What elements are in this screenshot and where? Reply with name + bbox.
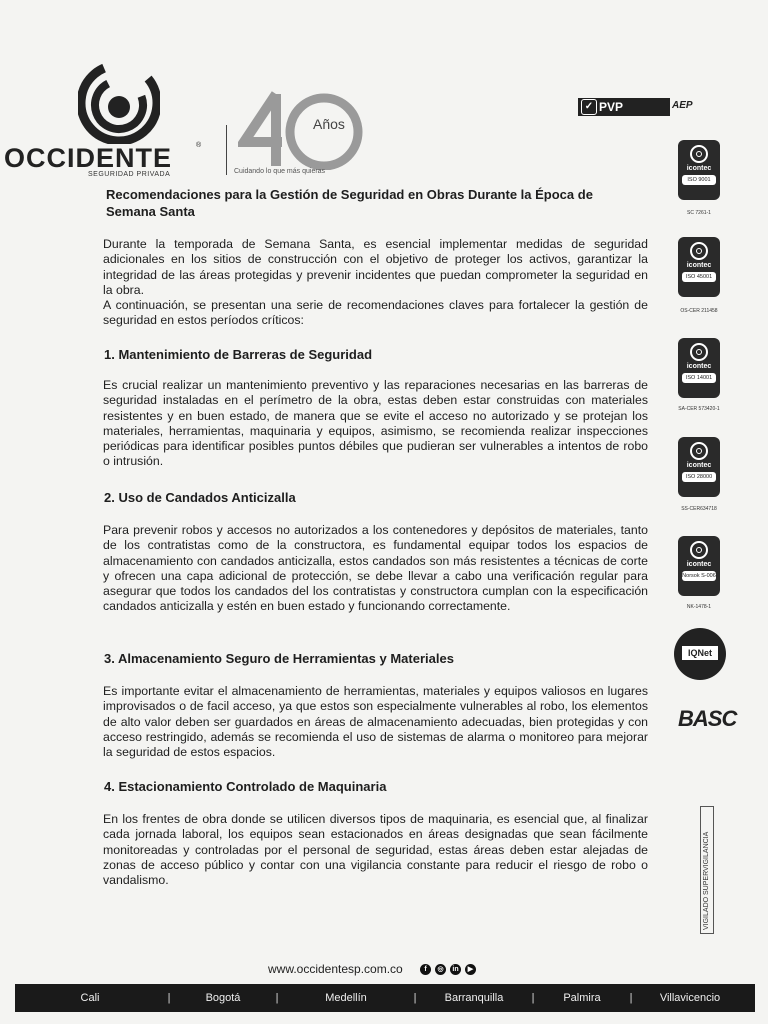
icontec-icon [690, 145, 708, 163]
footer-separator: | [629, 992, 633, 1004]
registered-mark: ® [196, 142, 202, 149]
vigilado-label: VIGILADO SUPERVIGILANCIA [700, 806, 714, 934]
facebook-icon[interactable]: f [420, 964, 431, 975]
pvp-label: PVP [599, 100, 624, 114]
cert-code: ISO 45001 [682, 272, 716, 282]
cert-label: SS-CER634718 [681, 506, 717, 512]
icontec-icon [690, 541, 708, 559]
section-body: Es importante evitar el almacenamiento de herramientas, materiales y equipos valiosos en lugares improvisados o de facil acceso, ya que estos son especialmente vulnerables al robo, los elementos de alto valor deben ser guardados en áreas de almacenamiento adecuadas, bien protegidas y con acceso restringido, además se recomienda el uso de sistemas de alarma o monitoreo para mejorar la seguridad de estos espacios. [103, 684, 648, 760]
footer-city: Medellín [325, 992, 367, 1004]
cert-label: OS-CER 211458 [680, 308, 718, 314]
cert-code: ISO 14001 [682, 373, 716, 383]
section-heading: 2. Uso de Candados Anticizalla [104, 490, 296, 505]
linkedin-icon[interactable]: in [450, 964, 461, 975]
section-body: En los frentes de obra donde se utilicen diversos tipos de maquinaria, es esencial que, al finalizar cada jornada laboral, los equipos sean estacionados en áreas designadas que sean fácilmente monitoreadas y controladas por el personal de seguridad, estas áreas deben estar alejadas de zonas de acceso público y contar con una vigilancia constante para reducir el riesgo de robo o vandalismo. [103, 812, 648, 888]
icontec-icon [690, 242, 708, 260]
cert-label: SA-CER 573420-1 [678, 406, 720, 412]
brand-name: OCCIDENTE [4, 143, 173, 173]
footer-separator: | [413, 992, 417, 1004]
cert-code: Norsok S-006 [682, 573, 716, 579]
cert-label: NK-1478-1 [686, 604, 712, 610]
check-icon: ✓ [581, 99, 597, 115]
footer-separator: | [275, 992, 279, 1004]
icontec-badge: icontec ISO 45001 [678, 237, 720, 297]
footer-city: Cali [80, 992, 100, 1004]
footer-city: Bogotá [205, 992, 241, 1004]
aep-logo: AEP [672, 100, 693, 111]
cert-code: ISO 28000 [682, 472, 716, 482]
forty-years-logo-icon [238, 90, 368, 170]
footer-city: Palmira [563, 992, 601, 1004]
youtube-icon[interactable]: ▶ [465, 964, 476, 975]
document-title: Recomendaciones para la Gestión de Seguridad en Obras Durante la Época de Semana Santa [106, 187, 593, 219]
icontec-badge: icontec ISO 14001 [678, 338, 720, 398]
header-divider [226, 125, 227, 175]
icontec-badge: icontec ISO 28000 [678, 437, 720, 497]
basc-logo: BASC [678, 706, 737, 731]
anniversary-label: Años [313, 116, 345, 132]
vigilado-badge [700, 806, 714, 934]
iqnet-label: IQNet [682, 646, 718, 660]
iqnet-seal [674, 628, 726, 680]
cert-label: SC 7261-1 [687, 210, 711, 216]
footer-city: Barranquilla [444, 992, 504, 1004]
pvp-badge [578, 98, 670, 116]
section-body: Es crucial realizar un mantenimiento preventivo y las reparaciones necesarias en las barreras de seguridad instaladas en el perímetro de la obra, estas deben estar construidas con materiales resistentes y en buen estado, de manera que se evite el acceso no autorizado y se protejan los materiales, herramientas, maquinaria y equipos, asimismo, se recomienda realizar inspecciones periódicas para identificar posibles puntos débiles que pudieran ser vulnerables a intentos de robo o intrusión. [103, 378, 648, 469]
footer-city: Villavicencio [659, 992, 721, 1004]
instagram-icon[interactable]: ◎ [435, 964, 446, 975]
intro-paragraph-2: A continuación, se presentan una serie de recomendaciones claves para fortalecer la gestión de seguridad en estos períodos críticos: [103, 298, 648, 328]
icontec-badge: icontec ISO 9001 [678, 140, 720, 200]
icontec-badge: icontec Norsok S-006 [678, 536, 720, 596]
section-heading: 3. Almacenamiento Seguro de Herramientas y Materiales [104, 651, 454, 666]
section-heading: 1. Mantenimiento de Barreras de Seguridad [104, 347, 373, 362]
tagline: Cuidando lo que más quieras [234, 168, 326, 175]
footer-cities-bar [15, 984, 755, 1012]
footer-separator: | [167, 992, 171, 1004]
icontec-icon [690, 442, 708, 460]
website-link[interactable]: www.occidentesp.com.co [268, 962, 403, 976]
brand-subtitle: SEGURIDAD PRIVADA [88, 171, 171, 178]
section-body: Para prevenir robos y accesos no autorizados a los contenedores y depósitos de materiales, tanto de los contratistas como de la constructora, es fundamental equipar todos los espacios de almacenamiento con candados anticizalla, estos candados son más resistentes a técnicas de corte y ofrecen una capa adicional de protección, se debe llevar a cabo una verificación regular para asegurar que todos los candados del los contratistas y constructora cumplan con la especificación candados anticizalla y estén en buen estado y funcionando correctamente. [103, 523, 648, 614]
cert-code: ISO 9001 [682, 175, 716, 185]
occidente-logo-icon [78, 62, 160, 144]
footer-separator: | [531, 992, 535, 1004]
icontec-icon [690, 343, 708, 361]
intro-paragraph: Durante la temporada de Semana Santa, es esencial implementar medidas de seguridad adicionales en los sitios de construcción con el objetivo de proteger los activos, garantizar la integridad de las áreas protegidas y prevenir incidentes que puedan comprometer la seguridad en la obra. [103, 237, 648, 297]
section-heading: 4. Estacionamiento Controlado de Maquinaria [104, 779, 387, 794]
